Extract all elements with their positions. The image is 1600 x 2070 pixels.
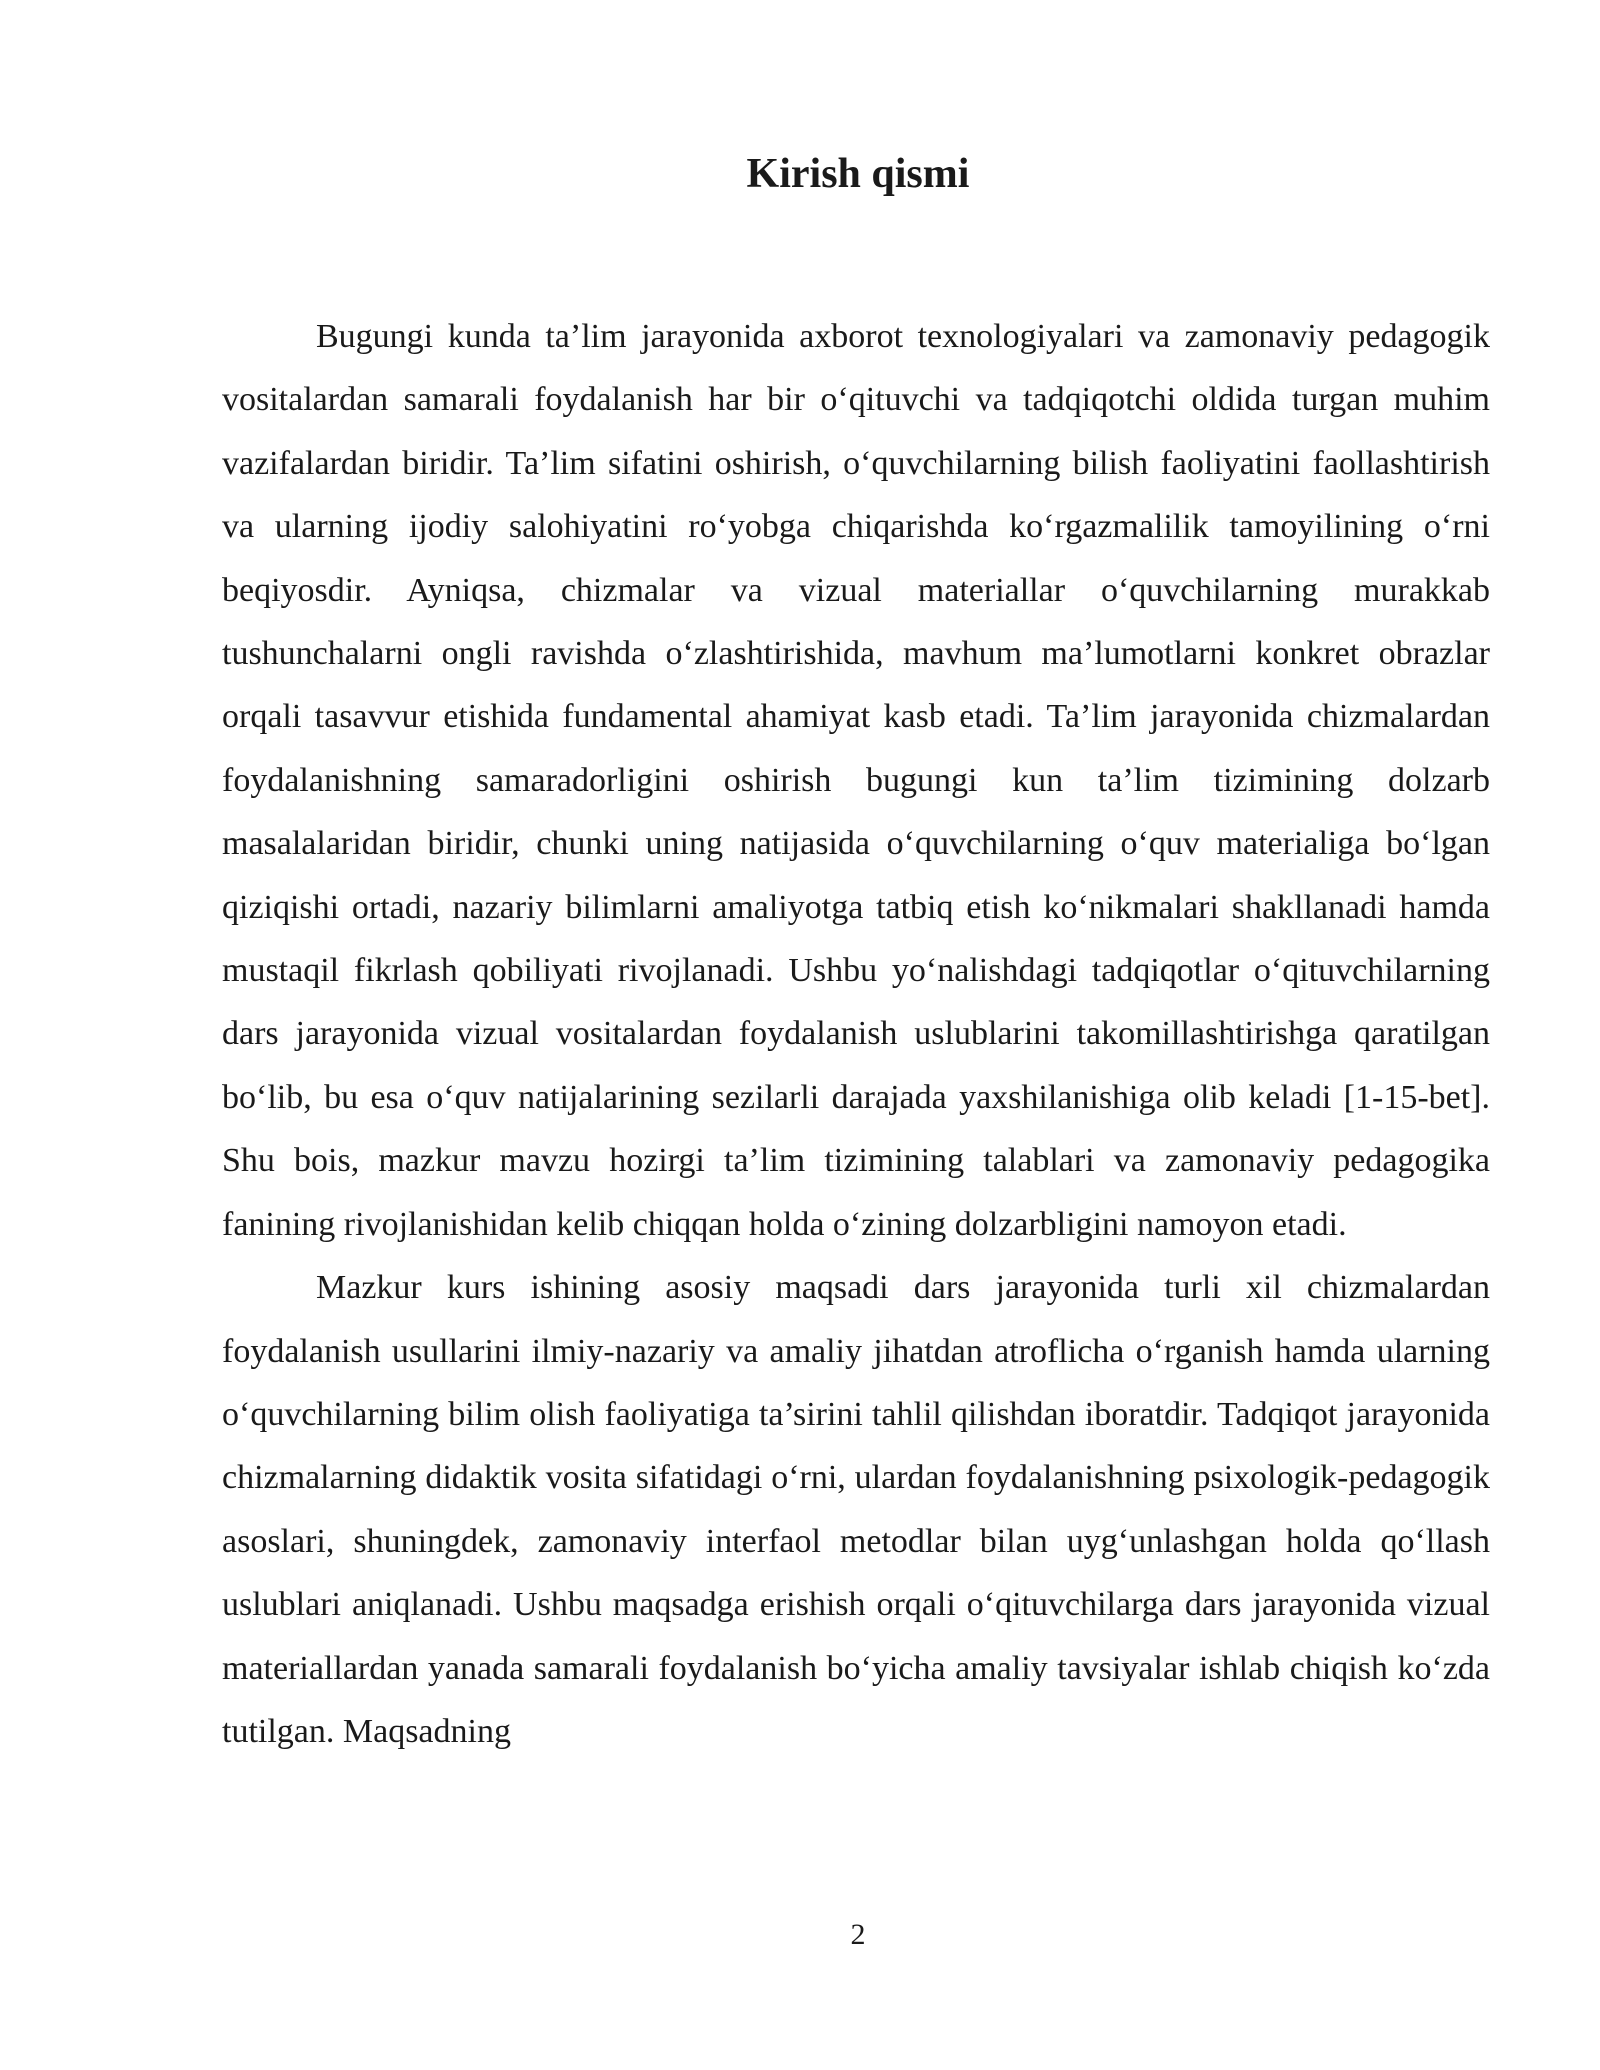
paragraph: Bugungi kunda ta’lim jarayonida axborot texnologiyalari va zamonaviy pedagogik vositalardan samarali foydalanish har bir o‘qituvchi va tadqiqotchi oldida turgan muhim vazifalardan biridir. Ta’lim sifatini oshirish, o‘quvchilarning bilish faoliyatini faollashtirish va ularning ijodiy salohiyatini ro‘yobga chiqarishda ko‘rgazmalilik tamoyilining o‘rni beqiyosdir. Ayniqsa, chizmalar va vizual materiallar o‘quvchilarning murakkab tushunchalarni ongli ravishda o‘zlashtirishida, mavhum ma’lumotlarni konkret obrazlar orqali tasavvur etishida fundamental ahamiyat kasb etadi. Ta’lim jarayonida chizmalardan foydalanishning samaradorligini oshirish bugungi kun ta’lim tizimining dolzarb masalalaridan biridir, chunki uning natijasida o‘quvchilarning o‘quv materialiga bo‘lgan qiziqishi ortadi, nazariy bilimlarni amaliyotga tatbiq etish ko‘nikmalari shakllanadi hamda mustaqil fikrlash qobiliyati rivojlanadi. Ushbu yo‘nalishdagi tadqiqotlar o‘qituvchilarning dars jarayonida vizual vositalardan foydalanish uslublarini takomillashtirishga qaratilgan bo‘lib, bu esa o‘quv natijalarining sezilarli darajada yaxshilanishiga olib keladi [1-15-bet]. Shu bois, mazkur mavzu hozirgi ta’lim tizimining talablari va zamonaviy pedagogika fanining rivojlanishidan kelib chiqqan holda o‘zining dolzarbligini namoyon etadi.	[222, 318, 1490, 1243]
page-title: Kirish qismi	[746, 151, 970, 197]
body-text	[222, 305, 1490, 1763]
paragraph: Mazkur kurs ishining asosiy maqsadi dars jarayonida turli xil chizmalardan foydalanish usullarini ilmiy-nazariy va amaliy jihatdan atroflicha o‘rganish hamda ularning o‘quvchilarning bilim olish faoliyatiga ta’sirini tahlil qilishdan iboratdir. Tadqiqot jarayonida chizmalarning didaktik vosita sifatidagi o‘rni, ulardan foydalanishning psixologik-pedagogik asoslari, shuningdek, zamonaviy interfaol metodlar bilan uyg‘unlashgan holda qo‘llash uslublari aniqlanadi. Ushbu maqsadga erishish orqali o‘qituvchilarga dars jarayonida vizual materiallardan yanada samarali foydalanish bo‘yicha amaliy tavsiyalar ishlab chiqish ko‘zda tutilgan. Maqsadning	[222, 1269, 1490, 1750]
page-number: 2	[850, 1918, 866, 1951]
